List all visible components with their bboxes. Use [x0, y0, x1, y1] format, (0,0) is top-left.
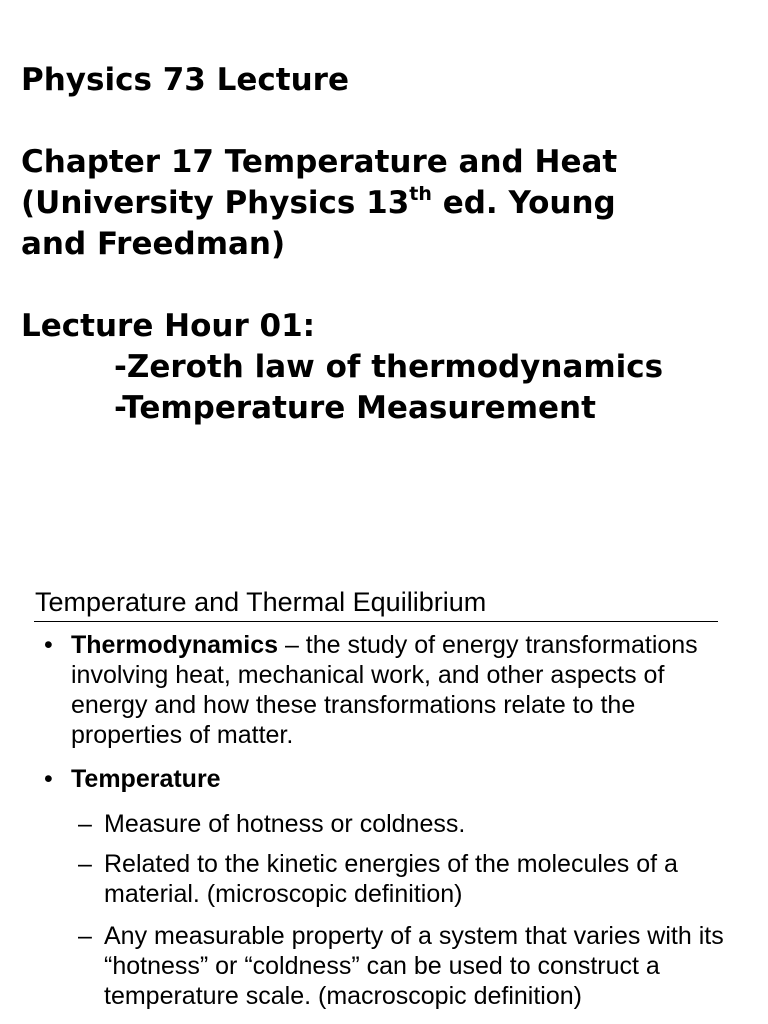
- spacer: [21, 265, 751, 306]
- sub-item-measurable-property: Any measurable property of a system that varies with its “hotness” or “coldness” can be used to construct a temperature scale. (macroscopic definition): [104, 922, 724, 1010]
- title-divider: [34, 621, 718, 622]
- bullet-marker: •: [44, 631, 53, 659]
- chapter-title-line-1: Chapter 17 Temperature and Heat: [21, 144, 618, 180]
- title-slide: [21, 60, 751, 429]
- sub-item-hotness: Measure of hotness or coldness.: [104, 810, 466, 838]
- term-thermodynamics: Thermodynamics: [71, 631, 279, 659]
- topic-zeroth-law: -Zeroth law of thermodynamics: [114, 349, 664, 385]
- dash-marker: –: [78, 850, 92, 878]
- slide-title: Temperature and Thermal Equilibrium: [35, 587, 487, 617]
- definition-thermodynamics: – the study of energy transformations involving heat, mechanical work, and other aspects of energy and how these transformations relate to the properties of matter.: [71, 631, 698, 749]
- term-temperature: Temperature: [71, 765, 221, 793]
- chapter-title-line-3: and Freedman): [21, 226, 286, 262]
- edition-superscript: th: [409, 183, 432, 205]
- chapter-title-line-2: [21, 183, 751, 224]
- dash-marker: –: [78, 810, 92, 838]
- bullet-marker: •: [44, 765, 53, 793]
- lecture-hour-heading: Lecture Hour 01:: [21, 308, 316, 344]
- bullet-thermodynamics: [71, 630, 741, 750]
- sub-item-kinetic-energy: Related to the kinetic energies of the molecules of a material. (microscopic definition): [104, 850, 678, 908]
- dash-marker: –: [78, 922, 92, 950]
- spacer: [21, 101, 751, 142]
- course-title: Physics 73 Lecture: [21, 62, 349, 98]
- topic-temperature-measurement: -Temperature Measurement: [114, 390, 596, 426]
- chapter-title-line-2-end: ed. Young: [431, 185, 616, 221]
- chapter-title-line-2-start: (University Physics 13: [21, 185, 410, 221]
